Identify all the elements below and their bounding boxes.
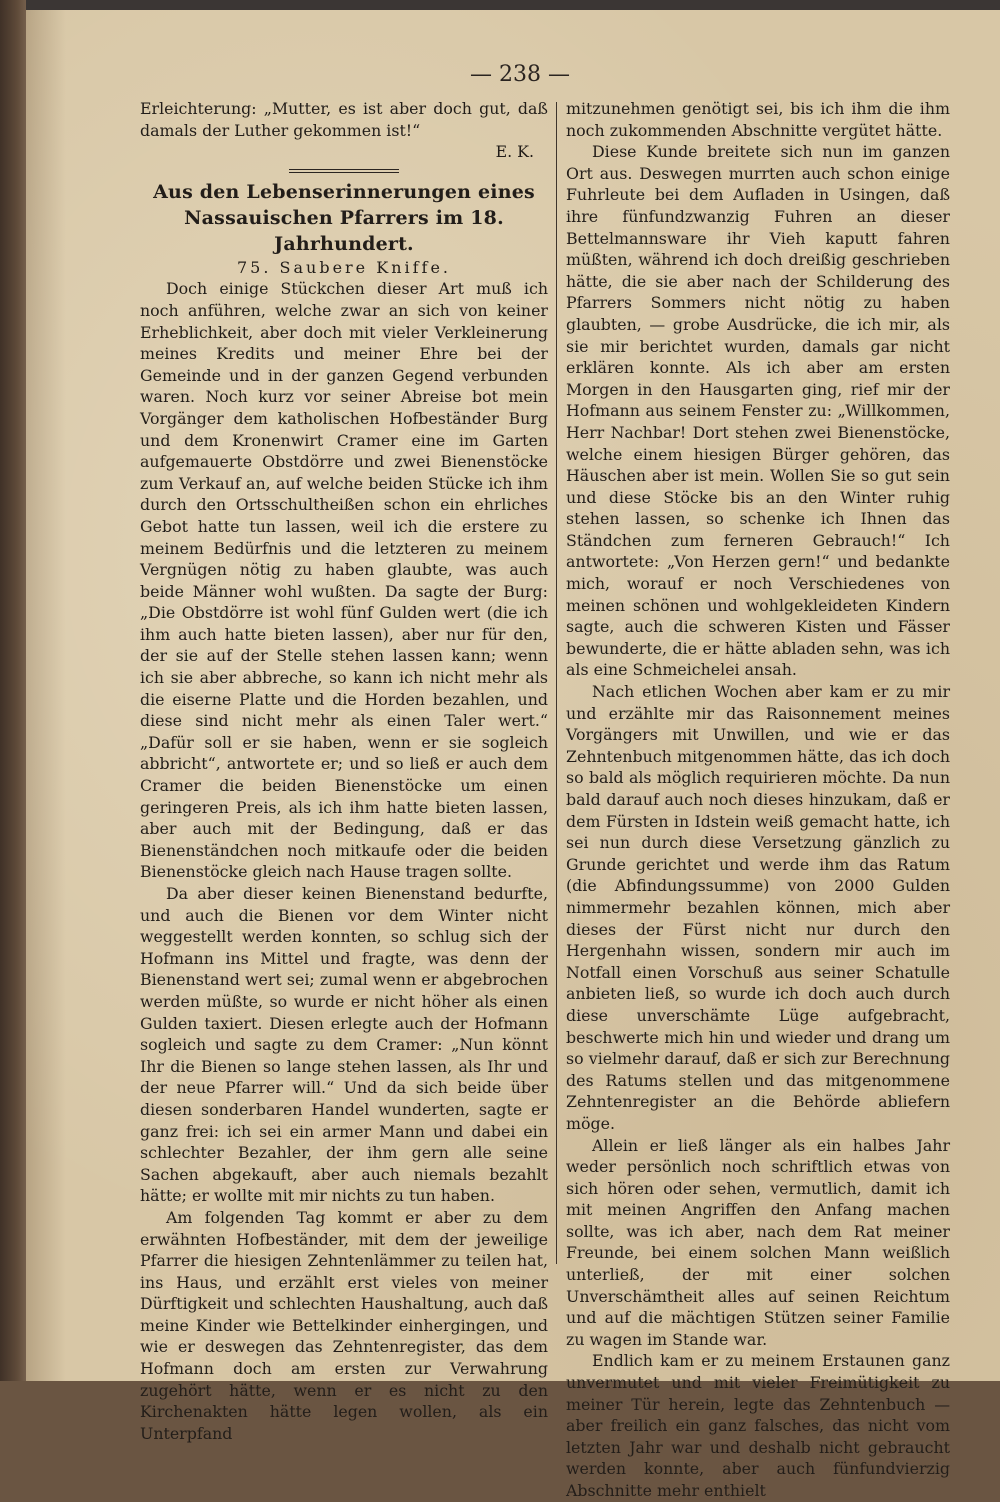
- body-paragraph: Nach etlichen Wochen aber kam er zu mir und erzählte mir das Raisonnement meines Vorgängers mit Unwillen, und wie er das Zehntenbuch mitgenommen hätte, das ich doch so bald als möglich requirieren möchte. Da nun bald darauf auch noch dieses hinzukam, daß er dem Fürsten in Idstein weiß gemacht hatte, ich sei nun durch diese Versetzung gänzlich zu Grunde gerichtet und werde ihm das Ratum (die Abfindungssumme) von 2000 Gulden nimmermehr bezahlen können, mich aber dieses der Fürst nicht nur durch den Hergenhahn wissen, sondern mir auch im Notfall einen Vorschuß aus seiner Schatulle anbieten ließ, so wurde ich doch auch durch diese unverschämte Lüge aufgebracht, beschwerte mich hin und wieder und drang um so vielmehr darauf, daß er sich zur Berechnung des Ratums stellen und das mitgenommene Zehntenregister an die Behörde abliefern möge.: [566, 682, 950, 1133]
- section-divider: [289, 169, 399, 173]
- body-paragraph: Allein er ließ länger als ein halbes Jahr weder persönlich noch schriftlich etwas von sich hören oder sehen, vermutlich, damit ich mit meinen Angriffen den Anfang machen sollte, was ich aber, nach dem Rat meiner Freunde, bei einem solchen Mann weißlich unterließ, der mit einer solchen Unverschämtheit alles auf seinen Reichtum und auf die mächtigen Stützen seiner Familie zu wagen im Stande war.: [566, 1135, 950, 1349]
- article-subheading: 75. Saubere Kniffe.: [236, 257, 452, 277]
- opening-paragraph: Erleichterung: „Mutter, es ist aber doch gut, daß damals der Luther gekommen ist!“: [140, 99, 548, 140]
- body-paragraph: mitzunehmen genötigt sei, bis ich ihm die ihm noch zukommenden Abschnitte vergütet hätte.: [566, 99, 950, 140]
- author-signature: E. K.: [495, 142, 534, 162]
- body-paragraph: Diese Kunde breitete sich nun im ganzen Ort aus. Deswegen murrten auch schon einige Fuhrleute bei dem Aufladen in Usingen, daß ihre fünfundzwanzig Fuhren an dieser Bettelmannsware ihr Vieh kaputt fahren müßten, während ich doch dreißig geschrieben hätte, die sie aber nach der Schilderung des Pfarrers Sommers nicht nötig zu haben glaubten, — grobe Ausdrücke, die ich mir, als sie mir berichtet wurden, damals gar nicht erklären konnte. Als ich aber am ersten Morgen in den Hausgarten ging, rief mir der Hofmann aus seinem Fenster zu: „Willkommen, Herr Nachbar! Dort stehen zwei Bienenstöcke, welche einem hiesigen Bürger gehören, das Häuschen aber ist mein. Wollen Sie so gut sein und diese Stöcke bis an den Winter ruhig stehen lassen, so schenke ich Ihnen das Ständchen zum ferneren Gebrauch!“ Ich antwortete: „Von Herzen gern!“ und bedankte mich, worauf er noch Verschiedenes von meinen schönen und wohlgekleideten Kindern sagte, auch die schweren Kisten und Fässer bewunderte, die er hätte abladen sehn, was ich als eine Schmeichelei ansah.: [566, 142, 950, 680]
- right-column: [566, 98, 950, 1502]
- page-number: — 238 —: [470, 62, 570, 87]
- scan-top-edge: [26, 0, 1000, 10]
- article-headline-line2: Nassauischen Pfarrers im 18. Jahrhundert.: [184, 206, 504, 255]
- body-paragraph: Doch einige Stückchen dieser Art muß ich noch anführen, welche zwar an sich von keiner Erheblichkeit, aber doch mit vieler Verkleinerung meines Kredits und meiner Ehre bei der Gemeinde und in der ganzen Gegend verbunden waren. Noch kurz vor seiner Abreise bot mein Vorgänger dem katholischen Hofbeständer Burg und dem Kronenwirt Cramer eine im Garten aufgemauerte Obstdörre und zwei Bienenstöcke zum Verkauf an, auf welche beiden Stücke ich ihm durch den Ortsschultheißen schon ein ehrliches Gebot hatte tun lassen, weil ich die erstere zu meinem Bedürfnis und die letzteren zu meinem Vergnügen nötig zu haben glaubte, was auch beide Männer wohl wußten. Da sagte der Burg: „Die Obstdörre ist wohl fünf Gulden wert (die ich ihm auch hatte bieten lassen), aber nur für den, der sie auf der Stelle stehen lassen kann; wenn ich sie aber abbreche, so kann ich nicht mehr als die eiserne Platte und die Horden bezahlen, und diese sind nicht mehr als einen Taler wert.“ „Dafür soll er sie haben, wenn er sie sogleich abbricht“, antwortete er; und so ließ er auch dem Cramer die beiden Bienenstöcke um einen geringeren Preis, als ich ihm hatte bieten lassen, aber auch mit der Bedingung, daß er das Bienenständchen noch mitkaufe oder die beiden Bienenstöcke gleich nach Hause tragen sollte.: [140, 279, 548, 882]
- body-paragraph: Endlich kam er zu meinem Erstaunen ganz unvermutet und mit vieler Freimütigkeit zu meiner Tür herein, legte das Zehntenbuch — aber freilich ein ganz falsches, das nicht vom letzten Jahr war und deshalb nicht gebraucht werden konnte, aber auch fünfundvierzig Abschnitte mehr enthielt: [566, 1351, 950, 1500]
- book-binding-edge: [0, 0, 28, 1381]
- column-divider: [556, 102, 557, 1264]
- body-paragraph: Am folgenden Tag kommt er aber zu dem erwähnten Hofbeständer, mit dem der jeweilige Pfarrer die hiesigen Zehntenlämmer zu teilen hat, ins Haus, und erzählt erst vieles von meiner Dürftigkeit und schlechten Haushaltung, auch daß meine Kinder wie Bettelkinder einhergingen, und wie er deswegen das Zehntenregister, das dem Hofmann doch am ersten zur Verwahrung zugehört hätte, wenn er es nicht zu den Kirchenakten hätte legen wollen, als ein Unterpfand: [140, 1207, 548, 1443]
- body-paragraph: Da aber dieser keinen Bienenstand bedurfte, und auch die Bienen vor dem Winter nicht weggestellt werden konnten, so schlug sich der Hofmann ins Mittel und fragte, was denn der Bienenstand wert sei; zumal wenn er abgebrochen werden müßte, so wurde er nicht höher als einen Gulden taxiert. Diesen erlegte auch der Hofmann sogleich und sagte zu dem Cramer: „Nun könnt Ihr die Bienen so lange stehen lassen, als Ihr und der neue Pfarrer will.“ Und da sich beide über diesen sonderbaren Handel wunderten, sagte er ganz frei: ich sei ein armer Mann und dabei ein schlechter Bezahler, der ihm gern alle seine Sachen abgekauft, aber auch niemals bezahlt hätte; er wollte mit mir nichts zu tun haben.: [140, 884, 548, 1206]
- left-column: [140, 98, 548, 1444]
- article-headline-line1: Aus den Lebenserinnerungen eines: [153, 180, 535, 203]
